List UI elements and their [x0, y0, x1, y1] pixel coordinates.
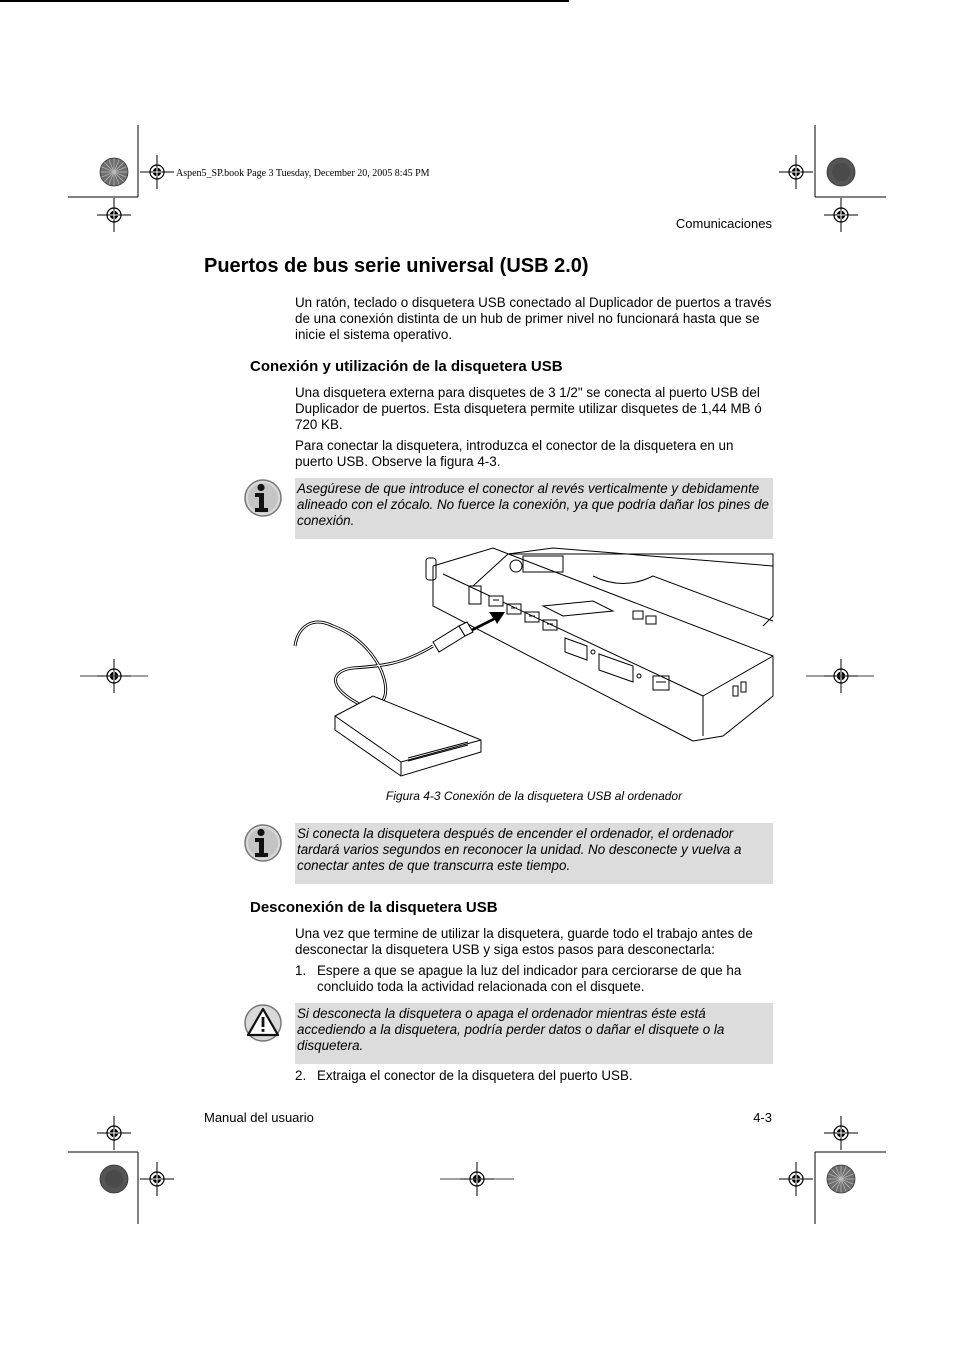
- section-heading-connect: Conexión y utilización de la disquetera USB: [250, 358, 563, 375]
- footer-manual-title: Manual del usuario: [204, 1110, 314, 1125]
- registration-mark-icon: [779, 1162, 813, 1196]
- connect-paragraph-1: Una disquetera externa para disquetes de 3 1/2" se conecta al puerto USB del Duplicador de puertos. Esta disquetera permite utilizar disquetes de 1,44 MB ó 720 KB.: [295, 385, 762, 432]
- warning-icon: [243, 1003, 283, 1043]
- step-1: Espere a que se apague la luz del indicador para cerciorarse de que ha concluido toda la actividad relacionada con el disquete.: [317, 963, 742, 994]
- section-heading-disconnect: Desconexión de la disquetera USB: [250, 899, 498, 916]
- registration-mark-icon: [824, 198, 858, 232]
- registration-mark-icon: [140, 1162, 174, 1196]
- figure-caption: Figura 4-3 Conexión de la disquetera USB al ordenador: [385, 789, 683, 803]
- registration-mark-icon: [824, 1116, 858, 1150]
- warning-box: Si desconecta la disquetera o apaga el ordenador mientras éste está accediendo a la disquetera, podría perder datos o dañar el disquete o la disquetera.: [295, 1003, 773, 1064]
- color-wheel-icon: [827, 158, 855, 186]
- note-box-1: Asegúrese de que introduce el conector al revés verticalmente y debidamente alineado con el zócalo. No fuerce la conexión, ya que podría dañar los pines de conexión.: [295, 478, 773, 539]
- info-icon: [243, 478, 283, 518]
- page-title: Puertos de bus serie universal (USB 2.0): [204, 255, 589, 277]
- step-number-2: 2.: [295, 1068, 307, 1083]
- color-wheel-icon: [827, 1165, 855, 1193]
- running-head: Comunicaciones: [675, 216, 772, 231]
- info-icon: [243, 823, 283, 863]
- step-number-1: 1.: [295, 963, 307, 978]
- step-2: Extraiga el conector de la disquetera del puerto USB.: [317, 1068, 633, 1083]
- registration-mark-icon: [140, 155, 174, 189]
- registration-mark-icon: [97, 198, 131, 232]
- connect-paragraph-2: Para conectar la disquetera, introduzca el conector de la disquetera en un puerto USB. Observe la figura 4-3.: [295, 438, 734, 469]
- intro-paragraph: Un ratón, teclado o disquetera USB conectado al Duplicador de puertos a través de una conexión distinta de un hub de primer nivel no funcionará hasta que se inicie el sistema operativo.: [295, 295, 772, 342]
- registration-mark-icon: [779, 155, 813, 189]
- registration-mark-icon: [97, 1116, 131, 1150]
- disconnect-paragraph: Una vez que termine de utilizar la disquetera, guarde todo el trabajo antes de desconectar la disquetera USB y siga estos pasos para desconectarla:: [295, 926, 753, 957]
- print-file-info: Aspen5_SP.book Page 3 Tuesday, December 20, 2005 8:45 PM: [176, 168, 430, 179]
- color-wheel-icon: [100, 158, 128, 186]
- page-number: 4-3: [753, 1110, 772, 1125]
- color-wheel-icon: [100, 1165, 128, 1193]
- usb-floppy-connection-illustration: [293, 546, 774, 782]
- note-box-2: Si conecta la disquetera después de encender el ordenador, el ordenador tardará varios segundos en reconocer la unidad. No desconecte y vuelva a conectar antes de que transcurra este tiempo.: [295, 823, 773, 884]
